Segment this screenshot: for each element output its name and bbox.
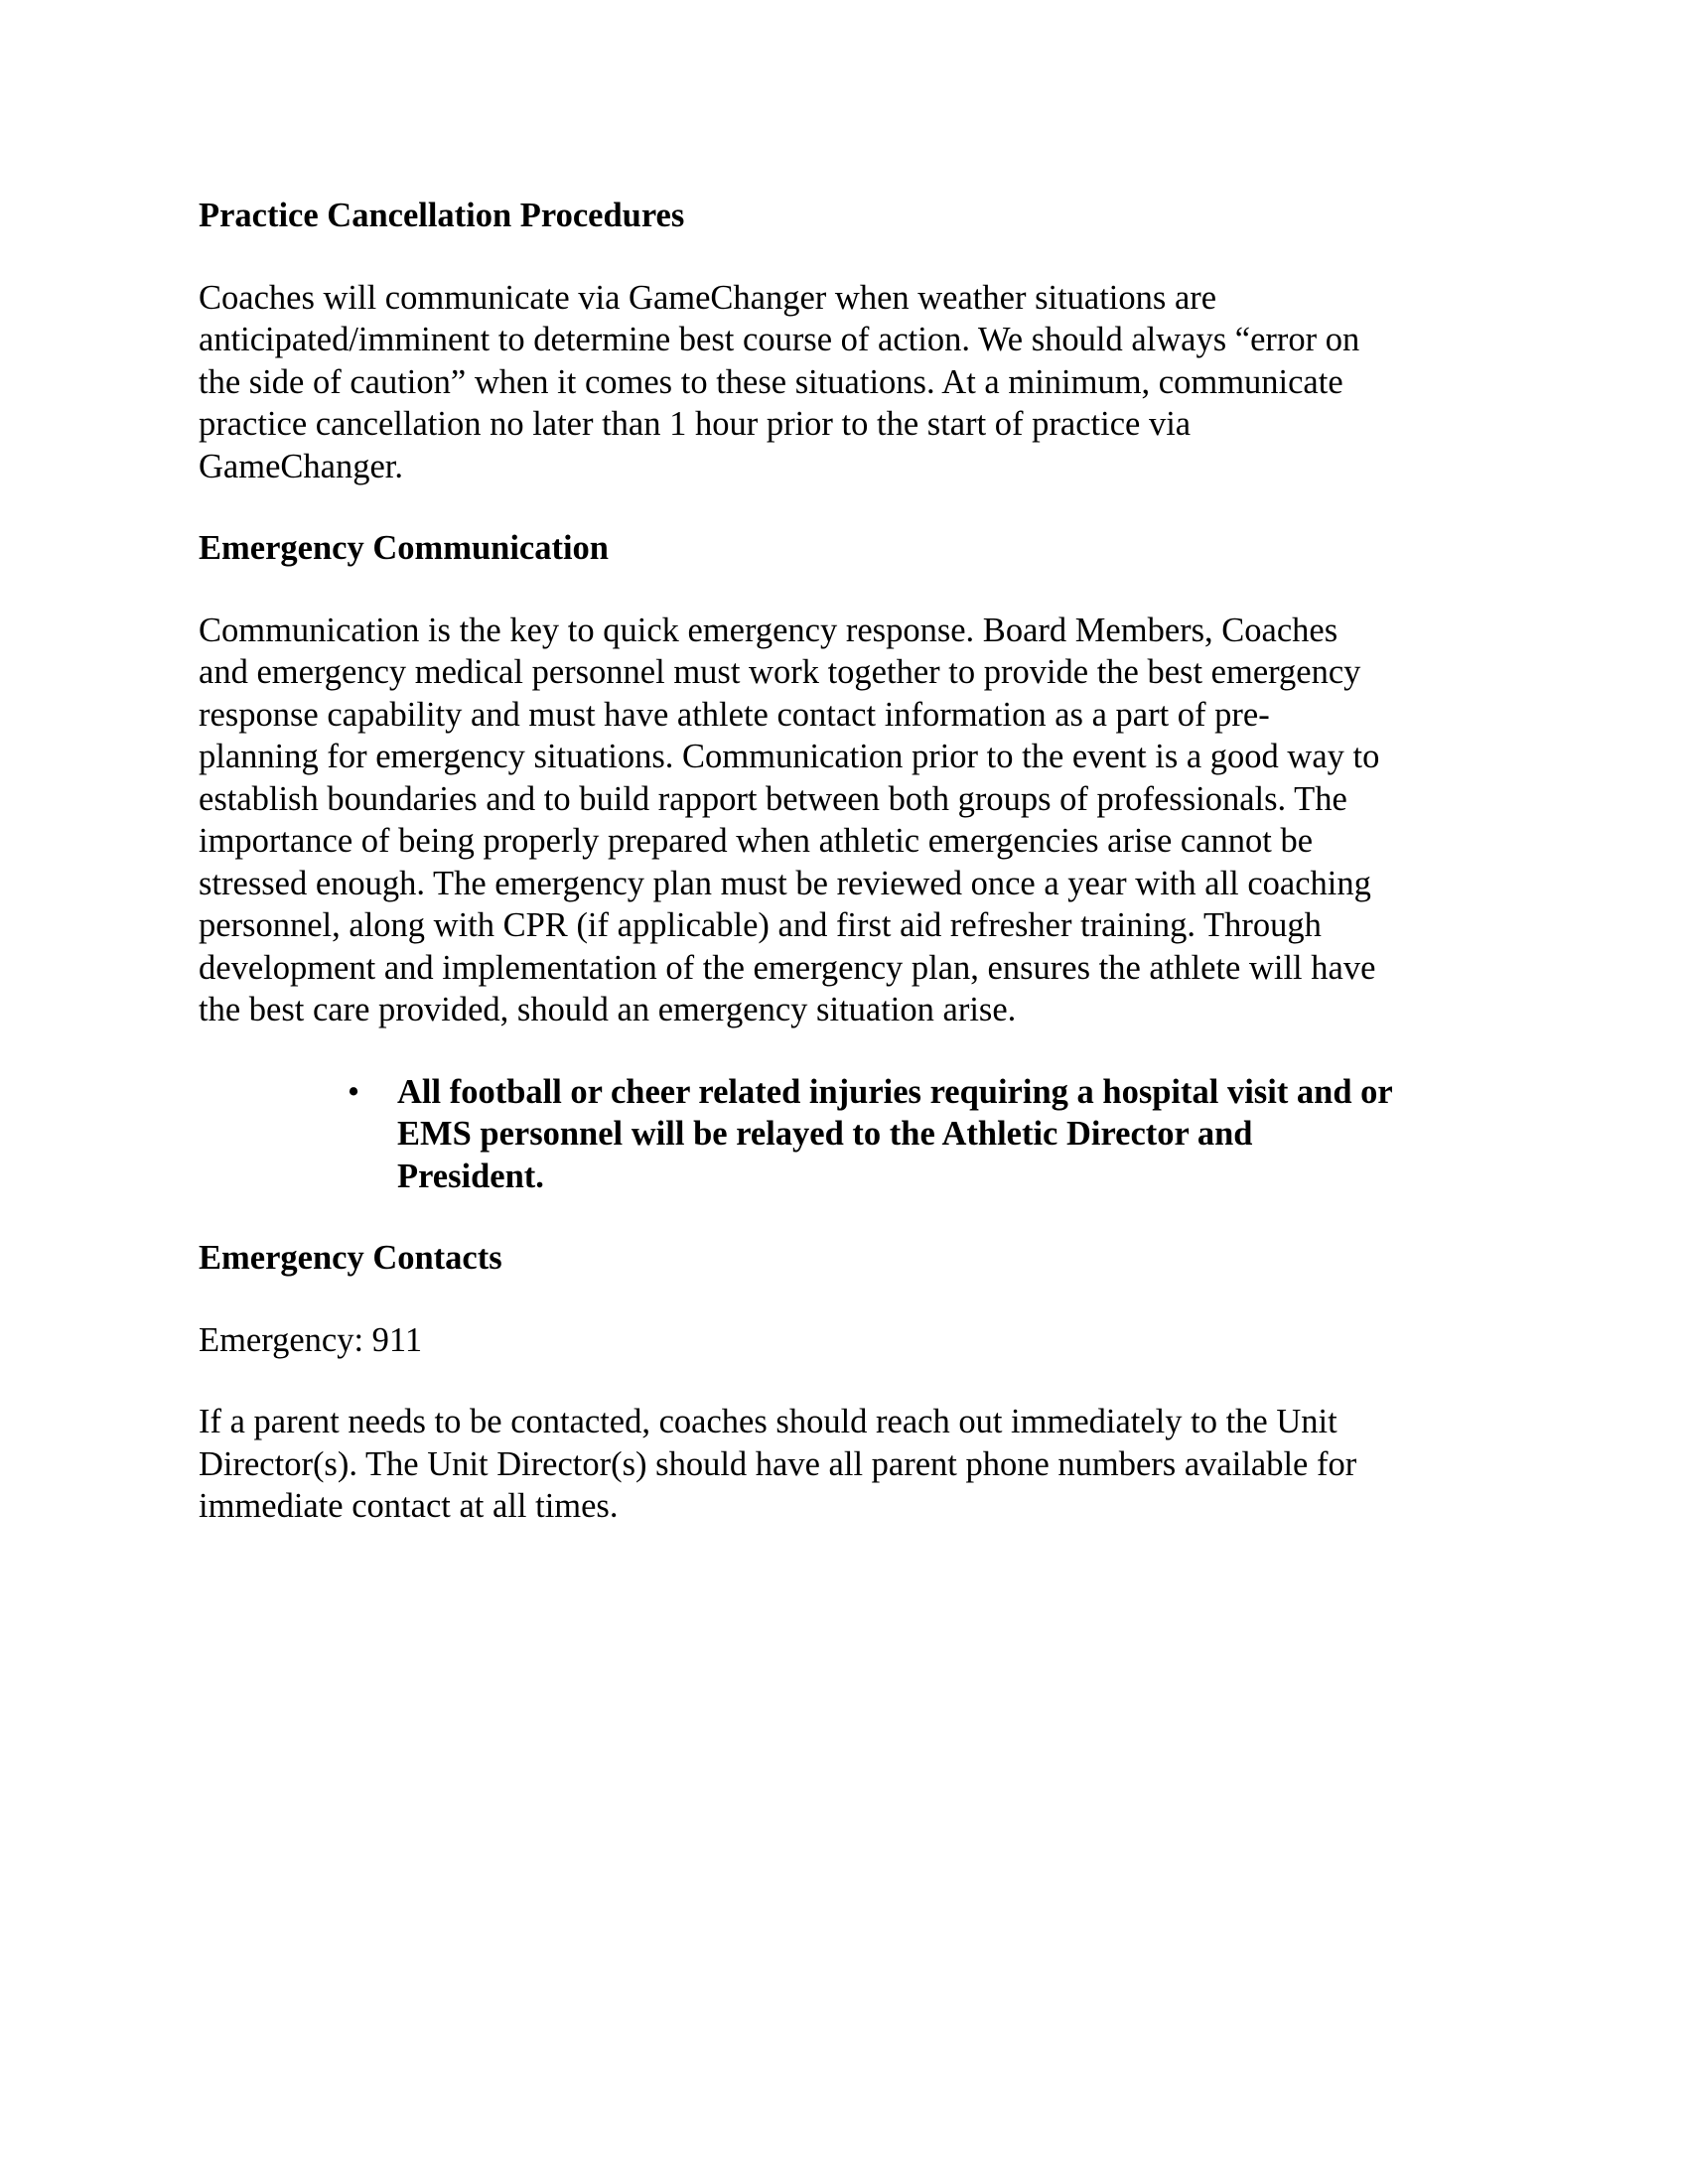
bullet-line: President.: [397, 1157, 544, 1195]
bullet-line: All football or cheer related injuries requiring a hospital visit and or: [397, 1072, 1393, 1111]
emergency-number: Emergency: 911: [199, 1320, 423, 1359]
paragraph-line: Communication is the key to quick emergency response. Board Members, Coaches: [199, 611, 1338, 649]
paragraph-line: development and implementation of the emergency plan, ensures the athlete will have: [199, 948, 1376, 987]
paragraph-line: response capability and must have athlete contact information as a part of pre-: [199, 695, 1270, 734]
paragraph-line: planning for emergency situations. Communication prior to the event is a good way to: [199, 738, 1380, 775]
paragraph-line: GameChanger.: [199, 447, 403, 485]
document-body: [199, 195, 1494, 1528]
injury-reporting-bullet: [348, 1071, 1494, 1198]
emergency-contacts-heading: Emergency Contacts: [199, 1239, 502, 1277]
paragraph-line: Director(s). The Unit Director(s) should have all parent phone numbers available for: [199, 1444, 1357, 1483]
paragraph-line: If a parent needs to be contacted, coaches should reach out immediately to the Unit: [199, 1403, 1337, 1440]
bullet-line: EMS personnel will be relayed to the Athletic Director and: [397, 1115, 1253, 1153]
emergency-communication-paragraph: [199, 610, 1494, 1031]
paragraph-line: personnel, along with CPR (if applicable) and first aid refresher training. Through: [199, 906, 1322, 944]
paragraph-line: the side of caution” when it comes to these situations. At a minimum, communicate: [199, 362, 1343, 401]
paragraph-line: immediate contact at all times.: [199, 1487, 619, 1525]
paragraph-line: Coaches will communicate via GameChanger when weather situations are: [199, 278, 1217, 317]
emergency-communication-heading: Emergency Communication: [199, 529, 609, 567]
parent-contact-paragraph: [199, 1401, 1494, 1528]
paragraph-line: practice cancellation no later than 1 hour prior to the start of practice via: [199, 405, 1192, 443]
paragraph-line: stressed enough. The emergency plan must be reviewed once a year with all coaching: [199, 864, 1371, 902]
paragraph-line: anticipated/imminent to determine best course of action. We should always “error on: [199, 321, 1360, 358]
paragraph-line: the best care provided, should an emergency situation arise.: [199, 991, 1017, 1028]
paragraph-line: establish boundaries and to build rapport between both groups of professionals. The: [199, 779, 1347, 818]
paragraph-line: importance of being properly prepared when athletic emergencies arise cannot be: [199, 822, 1314, 860]
bullet-icon: •: [348, 1072, 360, 1111]
practice-cancellation-paragraph: [199, 277, 1494, 488]
emergency-number-line: [199, 1319, 1494, 1362]
practice-cancellation-heading: Practice Cancellation Procedures: [199, 197, 685, 234]
paragraph-line: and emergency medical personnel must work together to provide the best emergency: [199, 653, 1361, 691]
